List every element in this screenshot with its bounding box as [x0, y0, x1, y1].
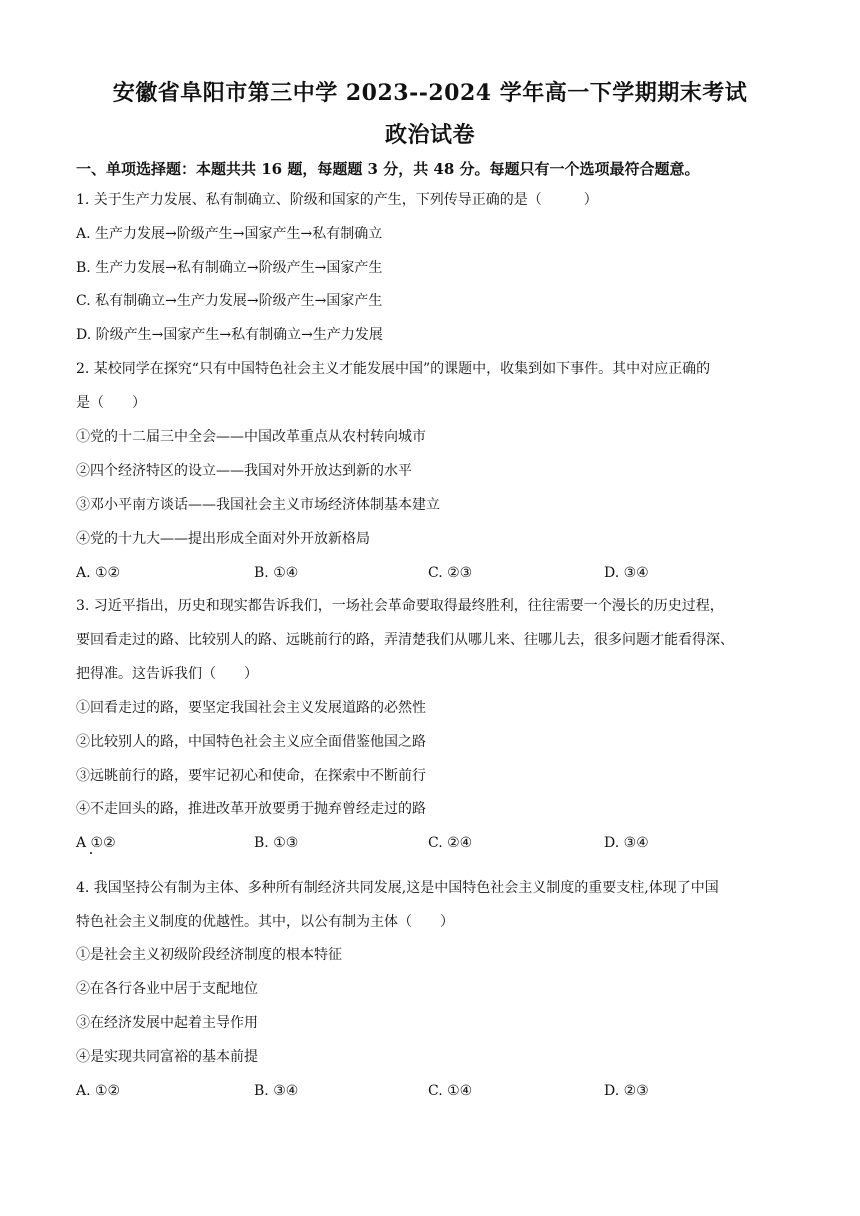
question-4-item-4: ④是实现共同富裕的基本前提: [76, 1049, 258, 1065]
question-2-option-b: B. ①④: [254, 565, 299, 581]
question-4-options: [76, 1081, 788, 1101]
question-3-item-1: ①回看走过的路，要坚定我国社会主义发展道路的必然性: [76, 700, 426, 716]
question-2-item-1: ①党的十二届三中全会——中国改革重点从农村转向城市: [76, 429, 426, 445]
question-4-option-b: B. ③④: [254, 1083, 299, 1099]
question-1-choice-b: B. 生产力发展→私有制确立→阶级产生→国家产生: [76, 260, 383, 276]
section-heading: 一、单项选择题：本题共共 16 题，每题题 3 分，共 48 分。每题只有一个选项最符合题意。: [76, 160, 700, 178]
question-1-choice-d: D. 阶级产生→国家产生→私有制确立→生产力发展: [76, 327, 383, 343]
question-3-item-3: ③远眺前行的路，要牢记初心和使命，在探索中不断前行: [76, 768, 426, 784]
question-2-stem-line-2: 是（ ）: [76, 395, 146, 411]
question-4-option-a: A. ①②: [76, 1083, 121, 1099]
stray-dot-mark: [90, 852, 92, 854]
question-4-stem-line-2: 特色社会主义制度的优越性。其中，以公有制为主体（ ）: [76, 914, 454, 930]
question-1-choice-a: A. 生产力发展→阶级产生→国家产生→私有制确立: [76, 226, 383, 242]
question-3-options: [76, 833, 788, 853]
question-3-item-2: ②比较别人的路，中国特色社会主义应全面借鉴他国之路: [76, 734, 426, 750]
question-1-choice-c: C. 私有制确立→生产力发展→阶级产生→国家产生: [76, 293, 383, 309]
question-3-option-a: A ①②: [76, 835, 116, 851]
question-2-item-2: ②四个经济特区的设立——我国对外开放达到新的水平: [76, 463, 412, 479]
question-2-options: [76, 563, 788, 583]
question-4-item-3: ③在经济发展中起着主导作用: [76, 1015, 258, 1031]
question-4-option-d: D. ②③: [604, 1083, 649, 1099]
question-2-option-c: C. ②③: [428, 565, 473, 581]
question-3-option-d: D. ③④: [604, 835, 649, 851]
question-2-option-a: A. ①②: [76, 565, 121, 581]
question-2-stem-line-1: 2. 某校同学在探究“只有中国特色社会主义才能发展中国”的课题中，收集到如下事件。其中对应正确的: [76, 361, 711, 377]
question-4-item-1: ①是社会主义初级阶段经济制度的根本特征: [76, 947, 342, 963]
question-1-stem: 1. 关于生产力发展、私有制确立、阶级和国家的产生，下列传导正确的是（ ）: [76, 192, 598, 208]
question-3-stem-line-2: 要回看走过的路、比较别人的路、远眺前行的路，弄清楚我们从哪儿来、往哪儿去，很多问题才能看得深、: [76, 632, 734, 648]
question-2-option-d: D. ③④: [604, 565, 649, 581]
question-4-option-c: C. ①④: [428, 1083, 473, 1099]
question-3-item-4: ④不走回头的路，推进改革开放要勇于抛弃曾经走过的路: [76, 801, 426, 817]
question-3-option-c: C. ②④: [428, 835, 473, 851]
question-3-stem-line-1: 3. 习近平指出，历史和现实都告诉我们，一场社会革命要取得最终胜利，往往需要一个漫长的历史过程，: [76, 598, 724, 614]
exam-subject-title: 政治试卷: [384, 122, 475, 148]
exam-title: 安徽省阜阳市第三中学 2023--2024 学年高一下学期期末考试: [112, 80, 748, 106]
question-2-item-4: ④党的十九大——提出形成全面对外开放新格局: [76, 531, 370, 547]
question-2-item-3: ③邓小平南方谈话——我国社会主义市场经济体制基本建立: [76, 497, 440, 513]
question-4-item-2: ②在各行各业中居于支配地位: [76, 981, 258, 997]
question-3-option-b: B. ①③: [254, 835, 299, 851]
question-3-stem-line-3: 把得准。这告诉我们（ ）: [76, 666, 258, 682]
question-4-stem-line-1: 4. 我国坚持公有制为主体、多种所有制经济共同发展,这是中国特色社会主义制度的重要支柱,体现了中国: [76, 880, 719, 896]
